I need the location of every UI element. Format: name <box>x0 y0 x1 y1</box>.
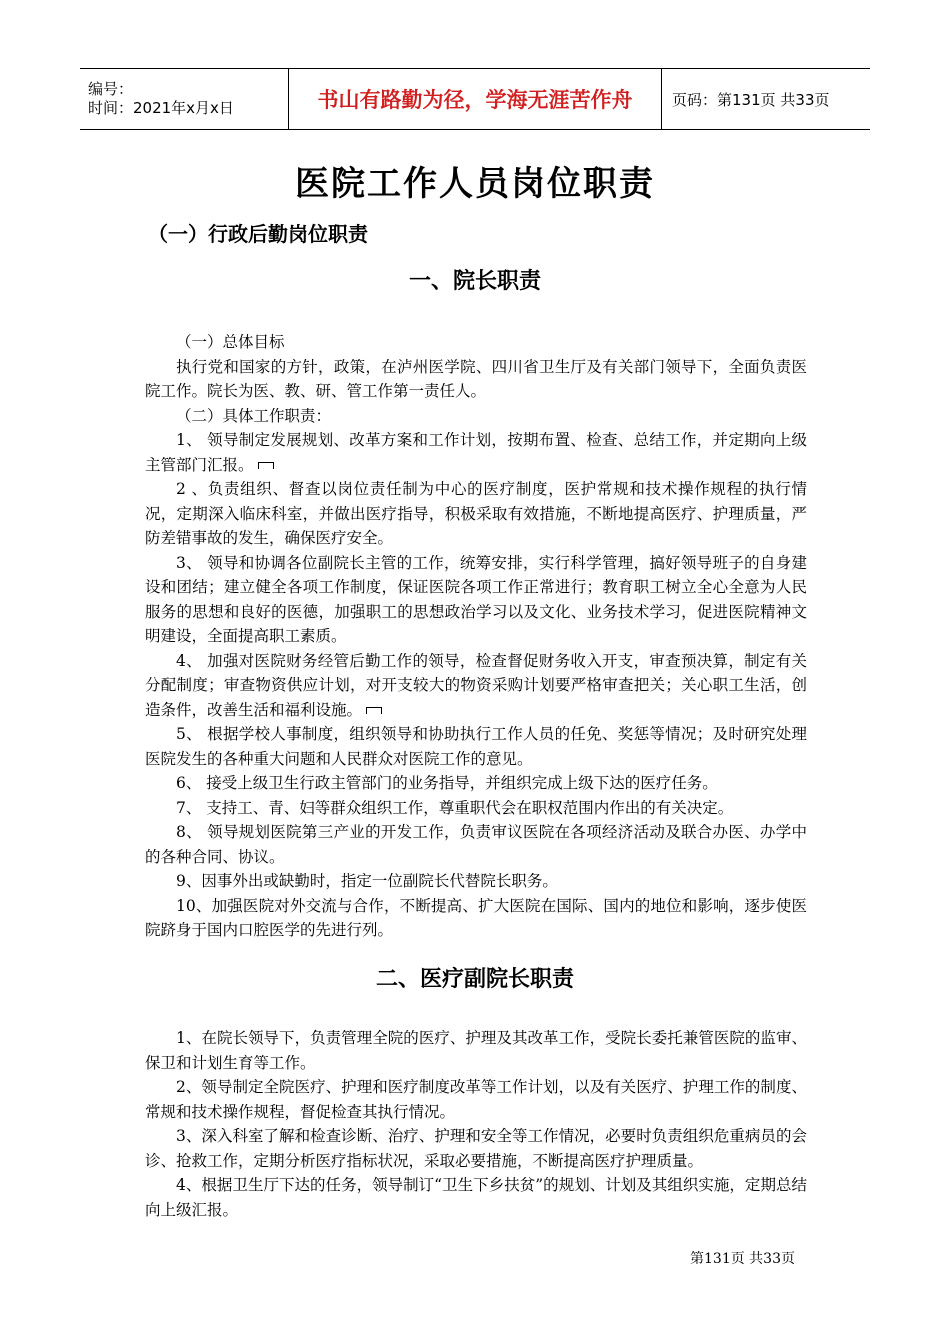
list-item: 7、 支持工、青、妇等群众组织工作，尊重职代会在职权范围内作出的有关决定。 <box>176 798 734 817</box>
subheading-goal: （一）总体目标 <box>176 333 285 351</box>
list-item: 3、 领导和协调各位副院长主管的工作，统筹安排，实行科学管理，搞好领导班子的自身建设和团结；建立健全各项工作制度，保证医院各项工作正常进行；教育职工树立全心全意为人民服务的思想和良好的医德，加强职工的思想政治学习以及文化、业务技术学习，促进医院精神文明建设，全面提高职工素质。 <box>145 553 807 645</box>
list-item: 4、 加强对医院财务经管后勤工作的领导，检查督促财务收入开支，审查预决算，制定有关分配制度；审查物资供应计划，对开支较大的物资采购计划要严格审查把关；关心职工生活，创造条件，改善生活和福利设施。 <box>145 651 807 719</box>
goal-paragraph: 执行党和国家的方针，政策，在泸州医学院、四川省卫生厅及有关部门领导下，全面负责医院工作。院长为医、教、研、管工作第一责任人。 <box>145 357 807 400</box>
page-footer: 第131页 共33页 <box>690 1251 795 1267</box>
revision-mark-icon <box>258 462 274 469</box>
part2-body <box>145 1026 807 1222</box>
list-item: 3、深入科室了解和检查诊断、治疗、护理和安全等工作情况，必要时负责组织危重病员的会诊、抢救工作，定期分析医疗指标状况，采取必要措施，不断提高医疗护理质量。 <box>145 1127 807 1170</box>
part2-heading: 二、医疗副院长职责 <box>375 966 574 992</box>
header-motto: 书山有路勤为径，学海无涯苦作舟 <box>289 69 662 129</box>
list-item: 2 、负责组织、督查以岗位责任制为中心的医疗制度，医护常规和技术操作规程的执行情况，定期深入临床科室，并做出医疗指导，积极采取有效措施，不断地提高医疗、护理质量，严防差错事故的发生，确保医疗安全。 <box>145 480 807 547</box>
list-item: 5、 根据学校人事制度，组织领导和协助执行工作人员的任免、奖惩等情况；及时研究处理医院发生的各种重大问题和人民群众对医院工作的意见。 <box>145 725 807 768</box>
list-item: 1、 领导制定发展规划、改革方案和工作计划，按期布置、检查、总结工作，并定期向上级主管部门汇报。 <box>145 431 807 474</box>
list-item: 6、 接受上级卫生行政主管部门的业务指导，并组织完成上级下达的医疗任务。 <box>176 774 718 792</box>
time-label: 时间：2021年x月x日 <box>88 99 234 117</box>
header-page-info: 页码：第131页 共33页 <box>672 90 830 109</box>
header-meta <box>80 69 289 129</box>
part1-heading: 一、院长职责 <box>408 268 541 294</box>
list-item: 10、加强医院对外交流与合作，不断提高、扩大医院在国际、国内的地位和影响，逐步使医院跻身于国内口腔医学的先进行列。 <box>145 896 807 939</box>
section-heading: （一）行政后勤岗位职责 <box>148 222 368 246</box>
page-header <box>80 68 870 130</box>
document-title: 医院工作人员岗位职责 <box>295 164 655 204</box>
subheading-duties: （二）具体工作职责： <box>176 406 332 425</box>
list-item: 9、因事外出或缺勤时，指定一位副院长代替院长职务。 <box>176 872 558 890</box>
list-item: 8、 领导规划医院第三产业的开发工作，负责审议医院在各项经济活动及联合办医、办学中的各种合同、协议。 <box>145 823 807 866</box>
part1-body <box>145 330 807 943</box>
revision-mark-icon <box>366 707 382 714</box>
number-label: 编号： <box>88 80 134 98</box>
list-item: 1、在院长领导下，负责管理全院的医疗、护理及其改革工作，受院长委托兼管医院的监审、保卫和计划生育等工作。 <box>145 1029 807 1072</box>
list-item: 2、领导制定全院医疗、护理和医疗制度改革等工作计划，以及有关医疗、护理工作的制度、常规和技术操作规程，督促检查其执行情况。 <box>145 1078 807 1121</box>
list-item: 4、根据卫生厅下达的任务，领导制订“卫生下乡扶贫”的规划、计划及其组织实施，定期总结向上级汇报。 <box>145 1176 807 1219</box>
